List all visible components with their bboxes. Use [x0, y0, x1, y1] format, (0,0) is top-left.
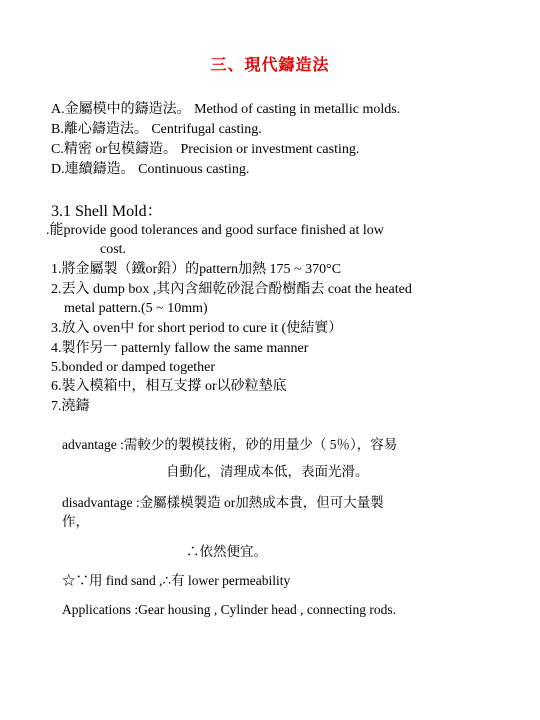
step-5: 5.bonded or damped together — [51, 360, 216, 375]
step-4: 4.製作另一 patternly fallow the same manner — [51, 341, 309, 356]
intro-line-2: cost. — [100, 242, 127, 257]
disadvantage-line-2: 作， — [62, 514, 89, 529]
step-2: 2.丟入 dump box ,其內含細乾砂混合酚樹酯去 coat the heated — [51, 282, 412, 297]
step-6: 6.裝入模箱中，相互支撐 or以砂粒墊底 — [51, 379, 287, 394]
advantage-line-1: advantage :需較少的製模技術，砂的用量少（ 5％），容易 — [62, 437, 398, 452]
disadvantage-line-1: disadvantage :金屬樣模製造 or加熱成本貴，但可大量製 — [62, 495, 384, 510]
advantage-line-2: 自動化，清理成本低，表面光滑。 — [166, 464, 369, 479]
step-1: 1.將金屬製（鐵or鉛）的pattern加熱 175 ~ 370°C — [51, 262, 342, 277]
intro-line-1: .能provide good tolerances and good surface finished at low — [46, 223, 384, 238]
step-2-continued: metal pattern.(5 ~ 10mm) — [64, 301, 208, 316]
star-note: ☆∵用 find sand ,∴有 lower permeability — [62, 573, 291, 588]
method-d: D.連續鑄造。 Continuous casting. — [51, 162, 250, 177]
step-3: 3.放入 oven中 for short period to cure it (使結實） — [51, 321, 343, 336]
step-7: 7.澆鑄 — [51, 399, 90, 414]
page-title: 三、現代鑄造法 — [210, 57, 330, 74]
conclusion: ∴依然便宜。 — [186, 544, 267, 559]
section-heading: 3.1 Shell Mold： — [51, 203, 163, 220]
method-a: A.金屬模中的鑄造法。 Method of casting in metallic molds. — [51, 102, 401, 117]
method-c: C.精密 or包模鑄造。 Precision or investment casting. — [51, 142, 360, 157]
applications: Applications :Gear housing , Cylinder head , connecting rods. — [62, 602, 397, 617]
method-b: B.離心鑄造法。 Centrifugal casting. — [51, 122, 262, 137]
